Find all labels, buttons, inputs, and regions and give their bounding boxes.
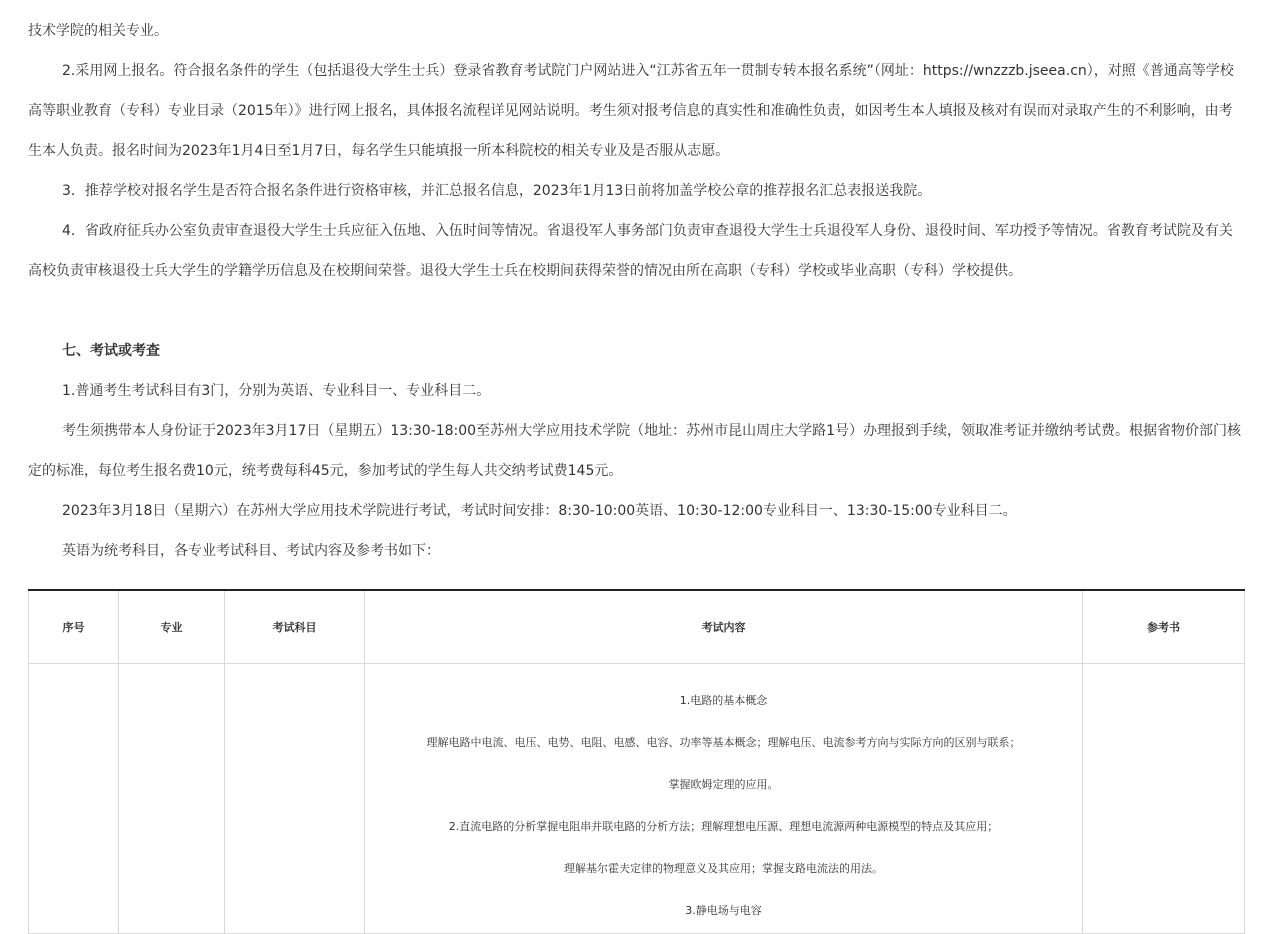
cell-index — [29, 664, 119, 934]
cell-content — [365, 664, 1083, 934]
section-heading-exam: 七、考试或考查 — [62, 343, 160, 359]
cell-subject — [225, 664, 365, 934]
header-subject: 考试科目 — [225, 590, 365, 664]
header-reference: 参考书 — [1083, 590, 1245, 664]
content-line: 3.静电场与电容 — [685, 904, 762, 917]
paragraph-exam-intro: 英语为统考科目，各专业考试科目、考试内容及参考书如下： — [62, 543, 440, 559]
exam-subjects-table — [28, 589, 1245, 934]
paragraph-exam-schedule: 2023年3月18日（星期六）在苏州大学应用技术学院进行考试，考试时间安排：8:30-10:00英语、10:30-12:00专业科目一、13:30-15:00专业科目二。 — [62, 503, 1017, 519]
paragraph-school-review: 3．推荐学校对报名学生是否符合报名条件进行资格审核，并汇总报名信息，2023年1月13日前将加盖学校公章的推荐报名汇总表报送我院。 — [62, 183, 932, 199]
paragraph-veteran-review: 4．省政府征兵办公室负责审查退役大学生士兵应征入伍地、入伍时间等情况。省退役军人事务部门负责审查退役大学生士兵退役军人身份、退役时间、军功授予等情况。省教育考试院及有关高校负责审核退役士兵大学生的学籍学历信息及在校期间荣誉。退役大学生士兵在校期间获得荣誉的情况由所在高职（专科）学校或毕业高职（专科）学校提供。 — [28, 223, 1233, 279]
cell-major — [119, 664, 225, 934]
header-major: 专业 — [119, 590, 225, 664]
table-header-row — [29, 590, 1245, 664]
header-content: 考试内容 — [365, 590, 1083, 664]
paragraph-online-registration: 2.采用网上报名。符合报名条件的学生（包括退役大学生士兵）登录省教育考试院门户网站进入“江苏省五年一贯制专转本报名系统”（网址：https://wnzzzb.jseea.cn），对照《普通高等学校高等职业教育（专科）专业目录（2015年）》进行网上报名，具体报名流程详见网站说明。考生须对报考信息的真实性和准确性负责，如因考生本人填报及核对有误而对录取产生的不利影响，由考生本人负责。报名时间为2023年1月4日至1月7日，每名学生只能填报一所本科院校的相关专业及是否服从志愿。 — [28, 63, 1234, 159]
paragraph-continuation: 技术学院的相关专业。 — [28, 23, 168, 39]
content-line: 理解电路中电流、电压、电势、电阻、电感、电容、功率等基本概念；理解电压、电流参考方向与实际方向的区别与联系； — [426, 736, 1021, 749]
paragraph-exam-subjects: 1.普通考生考试科目有3门，分别为英语、专业科目一、专业科目二。 — [62, 383, 491, 399]
cell-reference — [1083, 664, 1245, 934]
header-index: 序号 — [29, 590, 119, 664]
paragraph-exam-registration: 考生须携带本人身份证于2023年3月17日（星期五）13:30-18:00至苏州大学应用技术学院（地址：苏州市昆山周庄大学路1号）办理报到手续，领取准考证并缴纳考试费。根据省物价部门核定的标准，每位考生报名费10元，统考费每科45元，参加考试的学生每人共交纳考试费145元。 — [28, 423, 1241, 479]
content-line: 2.直流电路的分析掌握电阻串并联电路的分析方法；理解理想电压源、理想电流源两种电源模型的特点及其应用； — [448, 820, 999, 833]
table-row — [29, 664, 1245, 934]
content-line: 1.电路的基本概念 — [679, 694, 768, 707]
content-line: 理解基尔霍夫定律的物理意义及其应用；掌握支路电流法的用法。 — [564, 862, 883, 875]
content-line: 掌握欧姆定理的应用。 — [668, 778, 779, 791]
